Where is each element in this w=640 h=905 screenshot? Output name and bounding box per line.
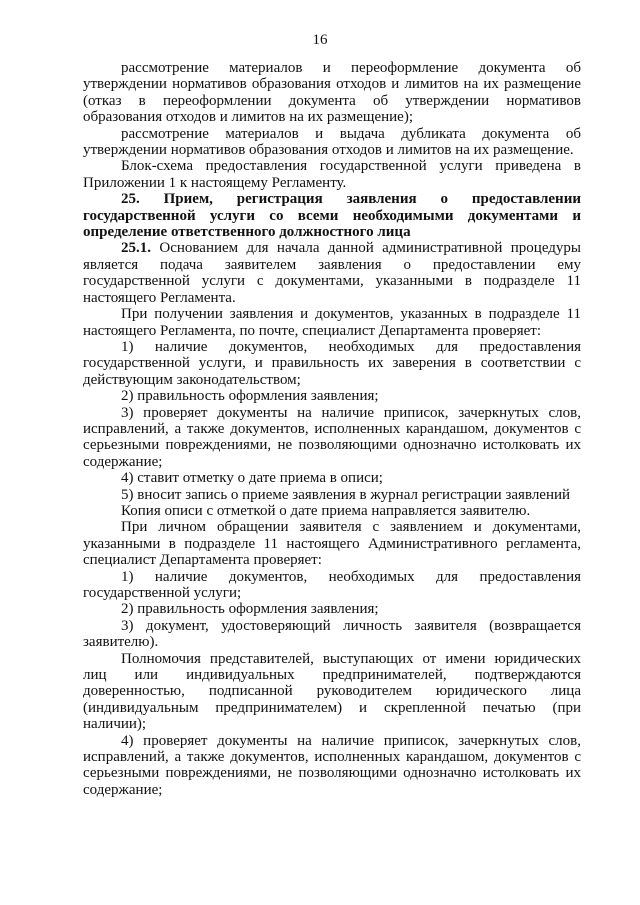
paragraph: Полномочия представителей, выступающих от имени юридических лиц или индивидуальных предпринимателей, подтверждаются доверенностью, подписанной руководителем юридического лица (индивидуальным предпринимателем) и скрепленной печатью (при наличии); bbox=[83, 650, 581, 733]
paragraph: При получении заявления и документов, указанных в подразделе 11 настоящего Регламента, по почте, специалист Департамента проверяет: bbox=[83, 306, 581, 339]
section-heading: 25. Прием, регистрация заявления о предоставлении государственной услуги со всеми необходимыми документами и определение ответственного должностного лица bbox=[83, 191, 581, 241]
paragraph: Копия описи с отметкой о дате приема направляется заявителю. bbox=[121, 502, 531, 519]
paragraph: 2) правильность оформления заявления; bbox=[121, 601, 379, 618]
paragraph: 5) вносит запись о приеме заявления в журнал регистрации заявлений bbox=[121, 486, 571, 503]
paragraph: 4) ставит отметку о дате приема в описи; bbox=[121, 470, 383, 487]
page-number: 16 bbox=[312, 32, 328, 48]
subsection-text: Основанием для начала данной административной процедуры является подача заявителем заявления о предоставлении ему государственной услуги с документами, указанными в подразделе 11 настоящего Регламента. bbox=[83, 240, 581, 306]
paragraph: рассмотрение материалов и выдача дубликата документа об утверждении нормативов образования отходов и лимитов на их размещение. bbox=[83, 125, 581, 159]
document-body bbox=[83, 60, 581, 798]
paragraph: Блок-схема предоставления государственной услуги приведена в Приложении 1 к настоящему Регламенту. bbox=[83, 158, 581, 191]
subsection-paragraph bbox=[83, 240, 581, 306]
subsection-number: 25.1. bbox=[121, 240, 151, 257]
paragraph: 1) наличие документов, необходимых для предоставления государственной услуги; bbox=[83, 568, 581, 601]
paragraph: 2) правильность оформления заявления; bbox=[121, 388, 379, 405]
paragraph: 1) наличие документов, необходимых для предоставления государственной услуги, и правильность их заверения в соответствии с действующим законодательством; bbox=[83, 338, 581, 388]
paragraph: рассмотрение материалов и переоформление документа об утверждении нормативов образования отходов и лимитов на их размещение (отказ в переоформлении документа об утверждении нормативов образования отходов и лимитов на их размещение); bbox=[83, 60, 581, 126]
paragraph: 3) документ, удостоверяющий личность заявителя (возвращается заявителю). bbox=[83, 617, 581, 651]
paragraph: При личном обращении заявителя с заявлением и документами, указанными в подразделе 11 настоящего Административного регламента, специалист Департамента проверяет: bbox=[83, 519, 581, 569]
paragraph: 4) проверяет документы на наличие приписок, зачеркнутых слов, исправлений, а также документов, исполненных карандашом, документов с серьезными повреждениями, не позволяющими однозначно истолковать их содержание; bbox=[83, 732, 581, 798]
paragraph: 3) проверяет документы на наличие приписок, зачеркнутых слов, исправлений, а также документов, исполненных карандашом, документов с серьезными повреждениями, не позволяющими однозначно истолковать их содержание; bbox=[83, 404, 581, 470]
